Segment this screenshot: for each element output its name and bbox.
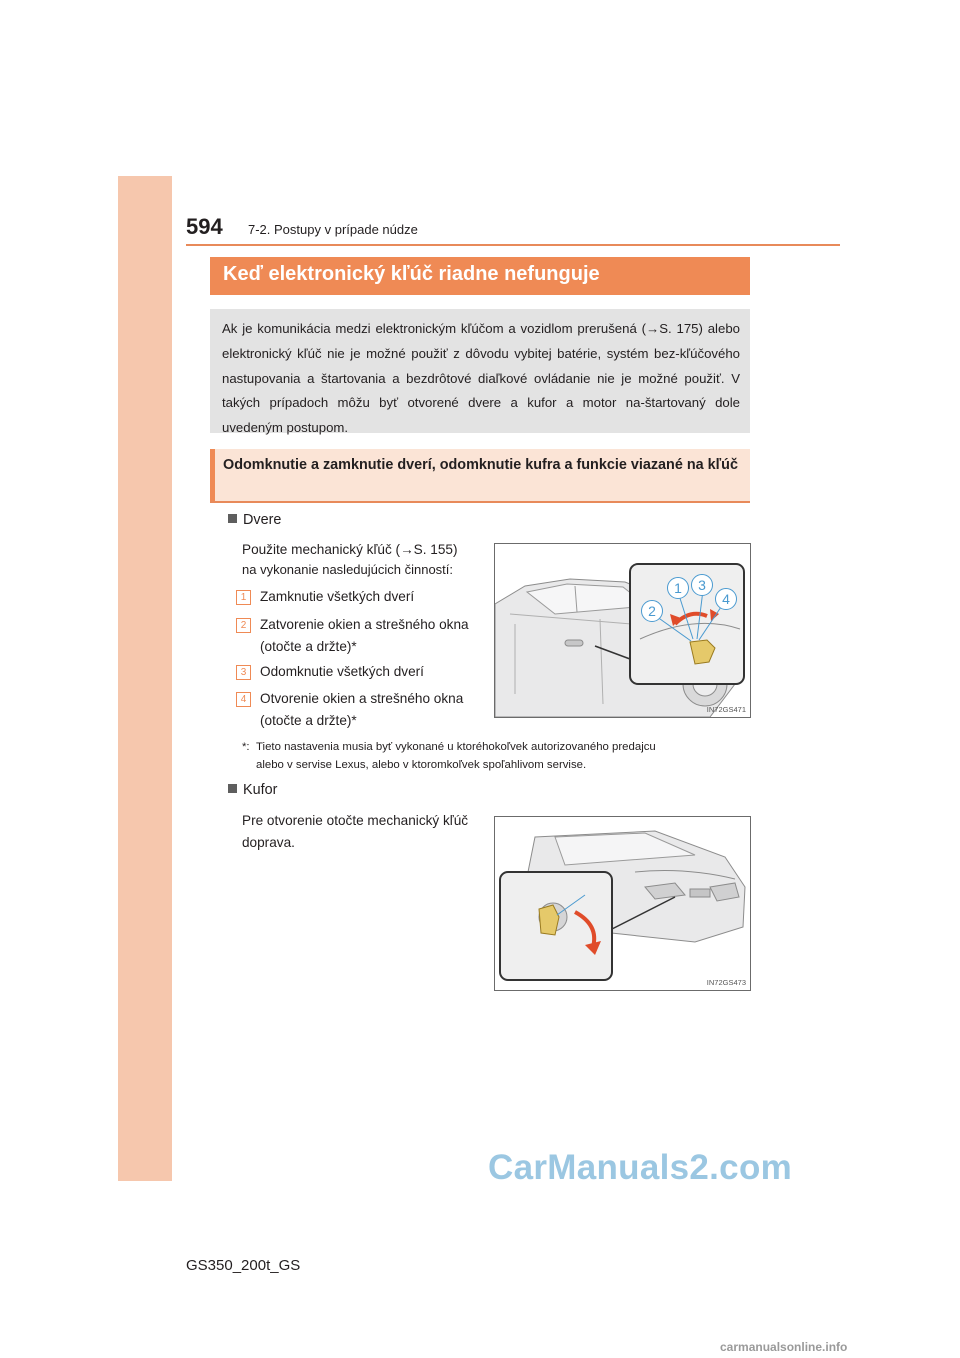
- trunk-instruction-line2: doprava.: [242, 835, 295, 850]
- chapter-title: 7-2. Postupy v prípade núdze: [248, 222, 418, 237]
- header-divider: [186, 244, 840, 246]
- door-figure-code: IN72GS471: [706, 705, 746, 714]
- callout-1: 1: [667, 577, 689, 599]
- square-bullet-icon: [228, 784, 237, 793]
- footnote: [242, 738, 750, 774]
- section-title: Keď elektronický kľúč riadne nefunguje: [223, 263, 600, 285]
- model-code: GS350_200t_GS: [186, 1257, 301, 1274]
- footnote-line2: alebo v servise Lexus, alebo v ktoromkoľvek spoľahlivom servise.: [256, 759, 587, 771]
- watermark-site: carmanualsonline.info: [720, 1340, 848, 1354]
- item-number-4: 4: [236, 692, 251, 707]
- subsection-title: Odomknutie a zamknutie dverí, odomknutie kufra a funkcie viazané na kľúč: [223, 457, 738, 473]
- item-text-2: Zatvorenie okien a strešného okna (otočte a držte)*: [260, 617, 469, 654]
- page-number: 594: [186, 214, 223, 239]
- doors-label: Dvere: [228, 512, 281, 528]
- car-door-illustration: [495, 544, 750, 717]
- item-number-1: 1: [236, 590, 251, 605]
- car-trunk-illustration: [495, 817, 750, 990]
- item-text-3: Odomknutie všetkých dverí: [260, 664, 424, 679]
- item-number-3: 3: [236, 665, 251, 680]
- item-text-1: Zamknutie všetkých dverí: [260, 589, 415, 604]
- doors-instruction-line2: na vykonanie nasledujúcich činností:: [242, 562, 454, 577]
- item-number-2: 2: [236, 618, 251, 633]
- doors-instruction-line1: Použite mechanický kľúč (→S. 155): [242, 542, 458, 557]
- side-tab-strip: [118, 176, 172, 1181]
- subsection-heading: [210, 449, 750, 503]
- trunk-figure-code: IN72GS473: [706, 978, 746, 987]
- section-title-bar: [210, 257, 750, 295]
- intro-box: [210, 309, 750, 436]
- footnote-mark: *:: [242, 741, 250, 753]
- trunk-label: Kufor: [228, 782, 277, 798]
- callout-2: 2: [641, 600, 663, 622]
- footnote-line1: Tieto nastavenia musia byť vykonané u ktoréhokoľvek autorizovaného predajcu: [256, 741, 656, 753]
- square-bullet-icon: [228, 514, 237, 523]
- trunk-lock-figure: [494, 816, 751, 991]
- item-text-4: Otvorenie okien a strešného okna (otočte a držte)*: [260, 691, 464, 728]
- callout-4: 4: [715, 588, 737, 610]
- intro-text: Ak je komunikácia medzi elektronickým kľúčom a vozidlom prerušená (→S. 175) alebo elektronický kľúč nie je možné použiť z dôvodu vybitej batérie, systém bez-kľúčového nastupovania a štartovania a bezdrôtové diaľkové ovládanie nie je možné použiť. V takých prípadoch môžu byť otvorené dvere a kufor a motor na-štartovaný dole uvedeným postupom.: [222, 321, 740, 436]
- door-lock-figure: [494, 543, 751, 718]
- callout-3: 3: [691, 574, 713, 596]
- trunk-instruction-line1: Pre otvorenie otočte mechanický kľúč: [242, 813, 469, 828]
- heading-accent: [210, 449, 215, 501]
- watermark-logo: CarManuals2.com: [488, 1148, 793, 1187]
